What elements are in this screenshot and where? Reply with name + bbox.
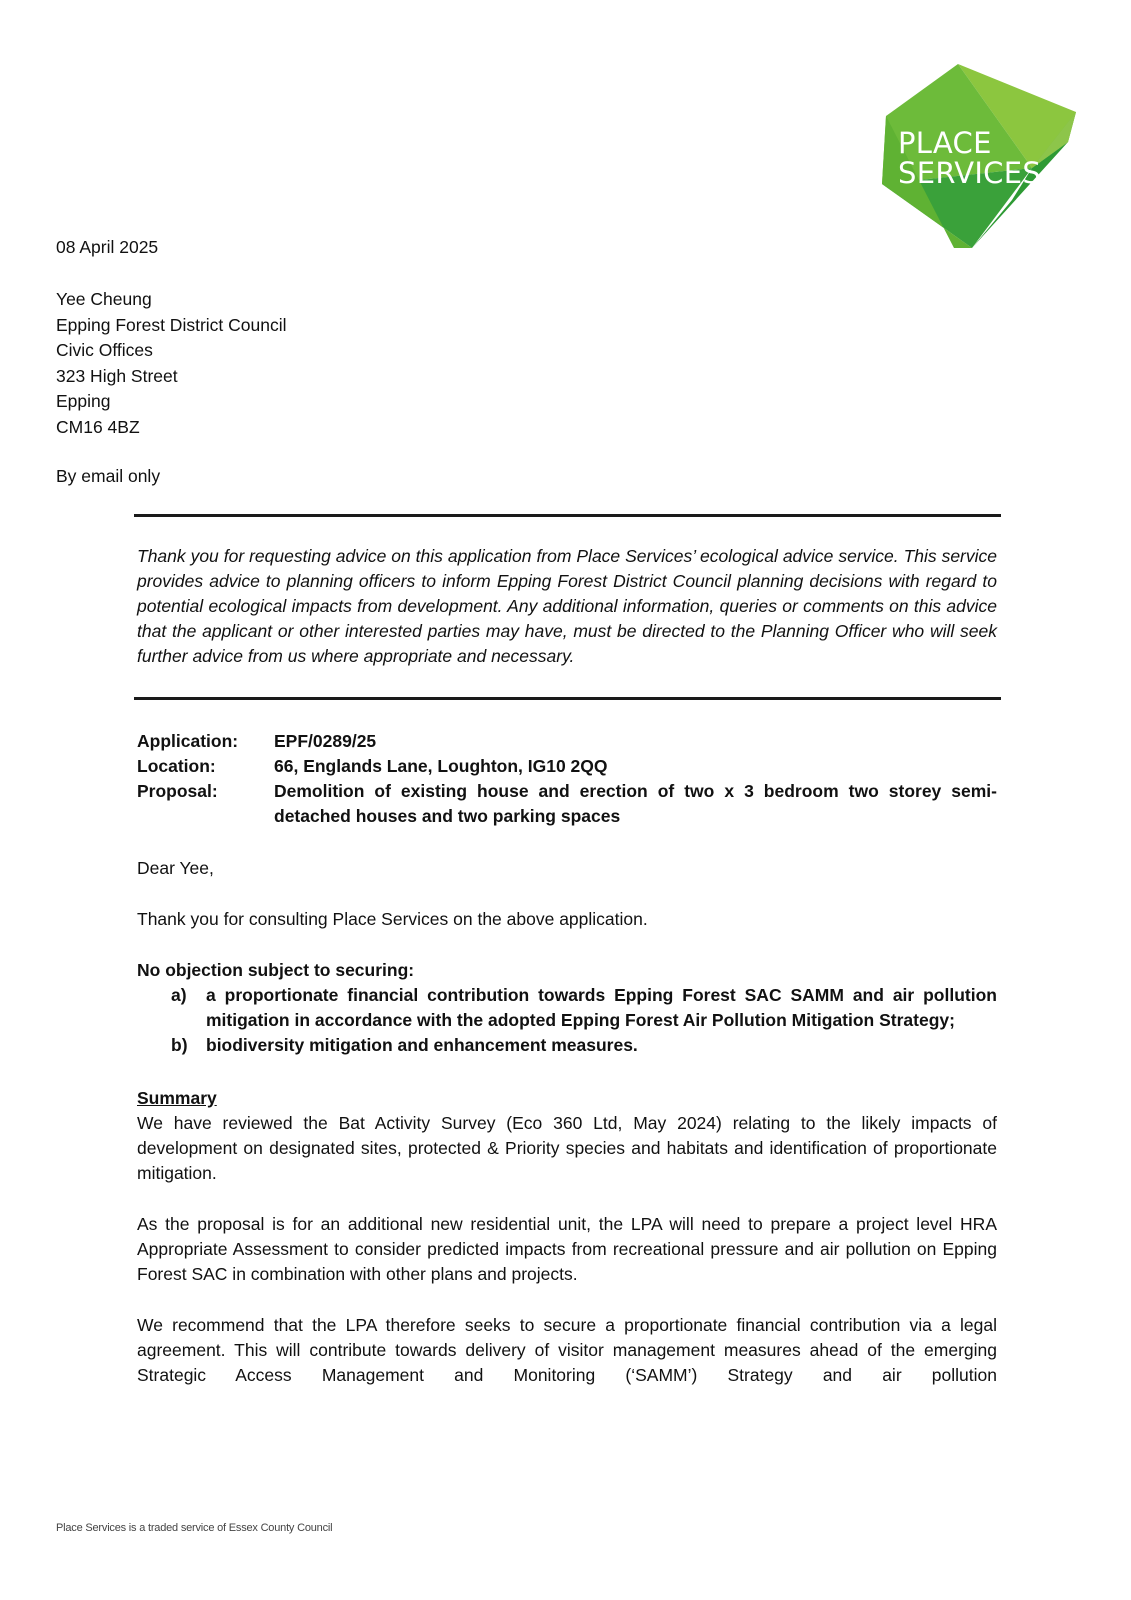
recipient-town: Epping (56, 391, 111, 411)
objection-list (137, 983, 997, 1058)
summary-paragraph-3 (137, 1313, 997, 1388)
proposal-row (137, 779, 997, 829)
proposal-label: Proposal: (137, 781, 218, 801)
list-item (137, 983, 997, 1033)
page-footer: Place Services is a traded service of Essex County Council (56, 1522, 333, 1534)
location-row (137, 754, 997, 779)
list-item-marker: a) (171, 985, 187, 1005)
proposal-value: Demolition of existing house and erection of two x 3 bedroom two storey semi-detached houses and two parking spaces (274, 781, 997, 826)
application-details (137, 729, 997, 829)
list-item-text: a proportionate financial contribution towards Epping Forest SAC SAMM and air pollution mitigation in accordance with the adopted Epping Forest Air Pollution Mitigation Strategy; (206, 985, 997, 1030)
location-label: Location: (137, 756, 216, 776)
recipient-postcode: CM16 4BZ (56, 416, 140, 437)
recipient-building: Civic Offices (56, 340, 153, 360)
summary-paragraph-2: As the proposal is for an additional new residential unit, the LPA will need to prepare a project level HRA Appropriate Assessment to consider predicted impacts from recreational pressure and air pollution on Epping Forest SAC in combination with other plans and projects. (137, 1214, 997, 1284)
place-services-logo (882, 64, 1076, 248)
summary-paragraph-1: We have reviewed the Bat Activity Survey (Eco 360 Ltd, May 2024) relating to the likely impacts of development on designated sites, protected & Priority species and habitats and identification of proportionate mitigation. (137, 1113, 997, 1183)
thanks-paragraph: Thank you for consulting Place Services on the above application. (137, 909, 648, 929)
logo-line-2: SERVICES (898, 156, 1042, 190)
list-item (137, 1033, 997, 1058)
list-item-text: biodiversity mitigation and enhancement measures. (206, 1035, 638, 1055)
greeting: Dear Yee, (137, 858, 214, 878)
divider-top (134, 514, 1001, 517)
recipient-name: Yee Cheung (56, 289, 152, 309)
logo-wordmark (898, 128, 1041, 188)
list-item-marker: b) (171, 1035, 188, 1055)
recipient-street: 323 High Street (56, 365, 178, 386)
summary-paragraph-3-text: We recommend that the LPA therefore seeks to secure a proportionate financial contribution via a legal agreement. This will contribute towards delivery of visitor management measures ahead of the emerging Strategic Access Management and Monitoring (‘SAMM’) Strategy and air pollution (137, 1315, 997, 1385)
application-label: Application: (137, 731, 239, 751)
delivery-method: By email only (56, 466, 161, 486)
recipient-address (56, 287, 287, 440)
summary-heading: Summary (137, 1088, 217, 1108)
intro-disclaimer: Thank you for requesting advice on this application from Place Services’ ecological advice service. This service provides advice to planning officers to inform Epping Forest District Council planning decisions with regard to potential ecological impacts from development. Any additional information, queries or comments on this advice that the applicant or other interested parties may have, must be directed to the Planning Officer who will seek further advice from us where appropriate and necessary. (137, 546, 997, 666)
divider-bottom (134, 697, 1001, 700)
application-row (137, 729, 997, 754)
recipient-organisation: Epping Forest District Council (56, 314, 287, 335)
application-value: EPF/0289/25 (274, 731, 377, 751)
objection-heading: No objection subject to securing: (137, 960, 415, 980)
location-value: 66, Englands Lane, Loughton, IG10 2QQ (274, 756, 608, 776)
letter-date: 08 April 2025 (56, 237, 159, 257)
logo-line-1: PLACE (898, 126, 992, 160)
